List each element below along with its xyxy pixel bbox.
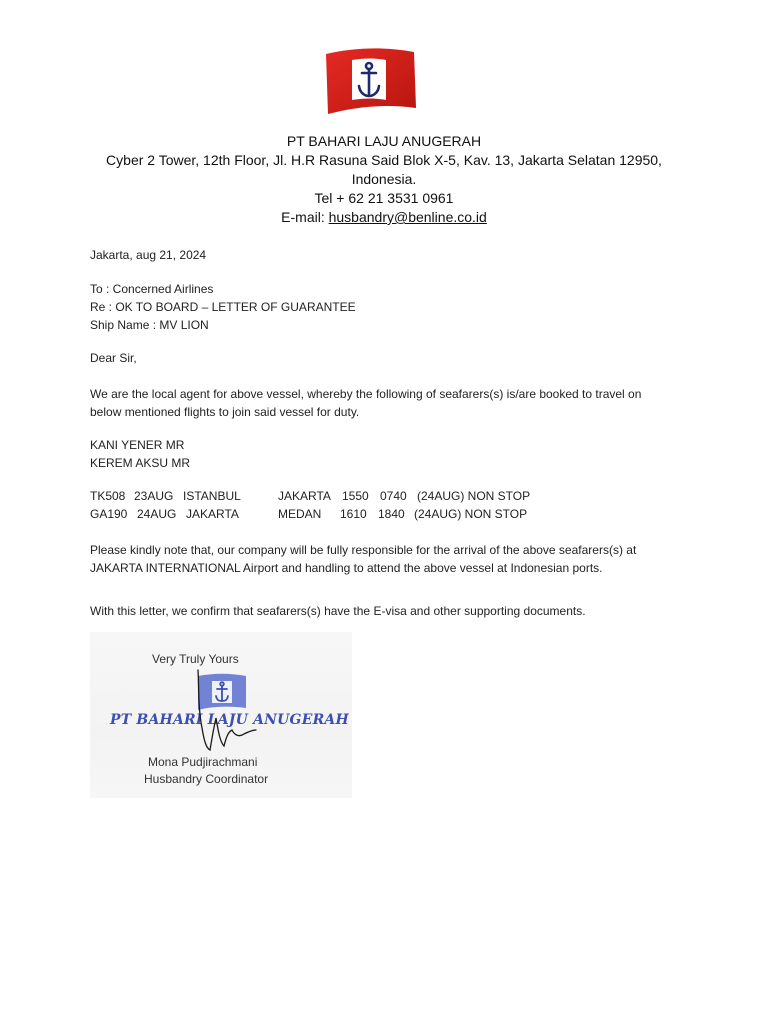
flight-note: (24AUG) NON STOP <box>417 489 531 503</box>
signer-title: Husbandry Coordinator <box>144 772 269 786</box>
flight-number: GA190 <box>90 507 128 521</box>
flight-arrival: 0740 <box>380 489 407 503</box>
company-flag-logo-icon <box>322 46 418 116</box>
closing: Very Truly Yours <box>152 652 239 666</box>
flight-departure: 1550 <box>342 489 369 503</box>
paragraph-1-line-2: below mentioned flights to join said vessel for duty. <box>90 405 360 419</box>
flight-note: (24AUG) NON STOP <box>414 507 528 521</box>
company-tel: Tel + 62 21 3531 0961 <box>314 190 454 206</box>
letter-date: Jakarta, aug 21, 2024 <box>90 248 207 262</box>
paragraph-2-line-2: JAKARTA INTERNATIONAL Airport and handling to attend the above vessel at Indonesian ports. <box>90 561 603 575</box>
signer-name: Mona Pudjirachmani <box>148 755 258 769</box>
stamp-company-name: PT BAHARI LAJU ANUGERAH <box>110 712 349 728</box>
email-label: E-mail: <box>281 209 329 225</box>
letter-to: To : Concerned Airlines <box>90 282 214 296</box>
paragraph-1-line-1: We are the local agent for above vessel, whereby the following of seafarers(s) is/are booked to travel on <box>90 387 642 401</box>
letter-re: Re : OK TO BOARD – LETTER OF GUARANTEE <box>90 300 356 314</box>
flight-origin: JAKARTA <box>186 507 239 521</box>
flight-destination: MEDAN <box>278 507 322 521</box>
letter-ship-name: Ship Name : MV LION <box>90 318 209 332</box>
flight-destination: JAKARTA <box>278 489 331 503</box>
email-link[interactable]: husbandry@benline.co.id <box>328 209 487 225</box>
handwritten-signature <box>190 668 260 754</box>
company-address: Cyber 2 Tower, 12th Floor, Jl. H.R Rasuna Said Blok X-5, Kav. 13, Jakarta Selatan 12950, <box>106 152 662 168</box>
paragraph-3: With this letter, we confirm that seafarers(s) have the E-visa and other supporting documents. <box>90 604 586 618</box>
flight-date: 23AUG <box>134 489 174 503</box>
flight-origin: ISTANBUL <box>183 489 241 503</box>
flight-number: TK508 <box>90 489 126 503</box>
seafarer-name: KANI YENER MR <box>90 438 185 452</box>
company-name: PT BAHARI LAJU ANUGERAH <box>286 133 482 149</box>
seafarer-name: KEREM AKSU MR <box>90 456 191 470</box>
flight-date: 24AUG <box>137 507 177 521</box>
letter-salutation: Dear Sir, <box>90 351 137 365</box>
paragraph-2-line-1: Please kindly note that, our company will be fully responsible for the arrival of the above seafarers(s) at <box>90 543 637 557</box>
company-country: Indonesia. <box>351 171 417 187</box>
flight-departure: 1610 <box>340 507 367 521</box>
company-email-line <box>0 209 768 225</box>
flight-arrival: 1840 <box>378 507 405 521</box>
